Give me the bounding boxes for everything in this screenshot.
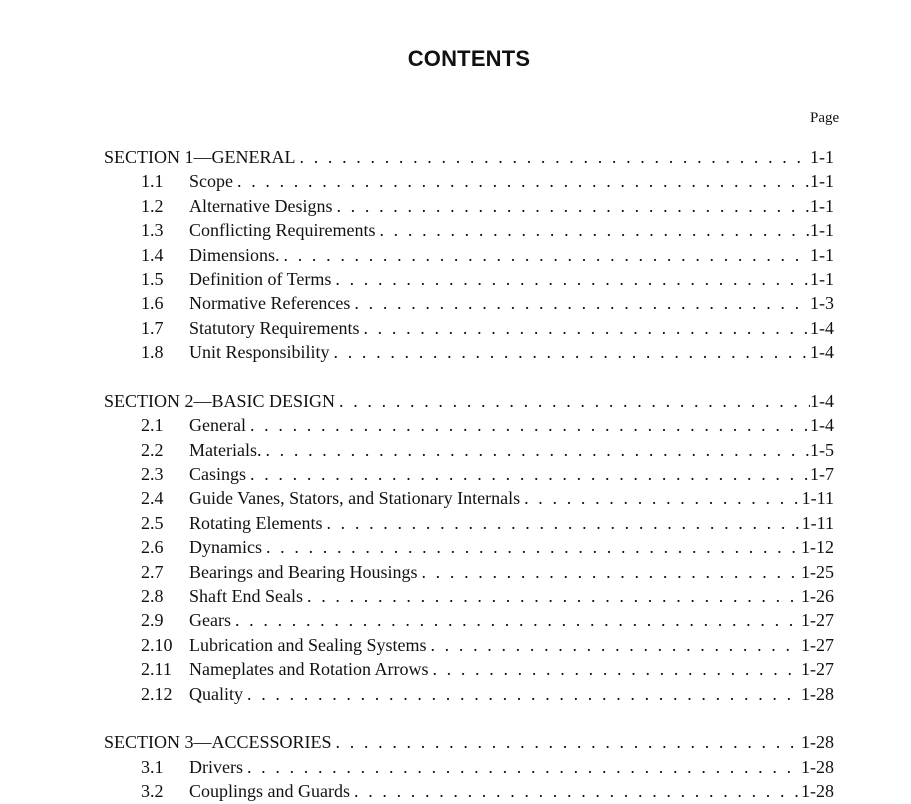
toc-page-number: 1-7 [810,464,834,485]
toc-entry-title: Definition of Terms [189,268,332,289]
toc-page-number: 1-1 [810,171,834,192]
toc-entry-title: Scope [189,171,233,192]
toc-entry-title: Unit Responsibility [189,342,330,363]
dot-leader [332,194,810,218]
toc-entry-title: Statutory Requirements [189,317,360,338]
toc-page-number: 1-27 [801,610,834,631]
toc-entry-row[interactable] [104,438,834,462]
toc-entry-title: Dynamics [189,537,262,558]
dot-leader [296,145,811,169]
toc-entry-title: Quality [189,683,243,704]
toc-page-number: 1-1 [810,220,834,241]
toc-entry-number: 2.7 [141,561,164,582]
toc-section-row[interactable] [104,389,834,413]
toc-entry-row[interactable] [104,779,834,803]
toc-entry-row[interactable] [104,218,834,242]
toc-section-row[interactable] [104,730,834,754]
toc-entry-number: 1.8 [141,342,164,363]
toc-entry-number: 1.5 [141,268,164,289]
toc-entry-number: 2.6 [141,537,164,558]
dot-leader [330,340,810,364]
dot-leader [426,633,801,657]
dot-leader [280,243,810,267]
toc-page-number: 1-4 [810,415,834,436]
toc-entry-title: Shaft End Seals [189,586,303,607]
toc-entry-row[interactable] [104,291,834,315]
toc-entry-title: Casings [189,464,247,485]
toc-entry-number: 3.1 [141,756,164,777]
dot-leader [246,413,810,437]
toc-entry-number: 2.2 [141,439,164,460]
dot-leader [375,218,810,242]
dot-leader [331,267,810,291]
toc-entry-number: 1.6 [141,293,164,314]
toc-entry-title: Drivers [189,756,243,777]
page-title: CONTENTS [407,46,531,71]
dot-leader [417,560,801,584]
toc-entry-row[interactable] [104,413,834,437]
dot-leader [303,584,801,608]
page-column-label: Page [810,110,840,126]
toc-entry-row[interactable] [104,755,834,779]
toc-page-number: 1-1 [810,195,834,216]
dot-leader [322,511,801,535]
toc-page-number: 1-28 [801,683,834,704]
toc-page-number: 1-4 [810,317,834,338]
toc-entry-number: 1.4 [141,244,164,265]
toc-entry-title: Nameplates and Rotation Arrows [189,659,429,680]
toc-entry-row[interactable] [104,243,834,267]
toc-entry-row[interactable] [104,316,834,340]
toc-section-title: SECTION 3—ACCESSORIES [104,732,332,753]
toc-page-number: 1-27 [801,659,834,680]
toc-entry-number: 1.2 [141,195,164,216]
toc-entry-title: Gears [189,610,231,631]
toc-page-number: 1-27 [801,634,834,655]
dot-leader [359,316,810,340]
table-of-contents [104,145,834,804]
toc-entry-number: 3.2 [141,781,164,802]
toc-entry-number: 2.9 [141,610,164,631]
toc-entry-number: 1.1 [141,171,164,192]
toc-page-number: 1-28 [801,732,834,753]
toc-page-number: 1-1 [810,244,834,265]
toc-entry-title: Rotating Elements [189,512,323,533]
toc-page-number: 1-28 [801,781,834,802]
dot-leader [332,730,801,754]
dot-leader [428,657,801,681]
toc-entry-number: 2.8 [141,586,164,607]
toc-entry-row[interactable] [104,340,834,364]
toc-entry-row[interactable] [104,486,834,510]
toc-entry-title: Bearings and Bearing Housings [189,561,418,582]
toc-entry-title: General [189,415,246,436]
toc-page-number: 1-26 [801,586,834,607]
toc-entry-number: 2.11 [141,659,172,680]
dot-leader [243,682,801,706]
dot-leader [262,535,801,559]
toc-page-number: 1-4 [810,342,834,363]
dot-leader [261,438,810,462]
toc-entry-title: Conflicting Requirements [189,220,376,241]
toc-entry-number: 1.3 [141,220,164,241]
toc-entry-row[interactable] [104,535,834,559]
toc-page-number: 1-3 [810,293,834,314]
toc-section-title: SECTION 1—GENERAL [104,147,296,167]
toc-page-number: 1-28 [801,756,834,777]
toc-entry-number: 2.10 [141,634,173,655]
toc-entry-row[interactable] [104,169,834,193]
toc-entry-number: 1.7 [141,317,164,338]
toc-entry-number: 2.3 [141,464,164,485]
toc-entry-title: Normative References [189,293,351,314]
dot-leader [520,486,802,510]
dot-leader [246,462,810,486]
toc-page-number: 1-1 [810,147,834,167]
dot-leader [233,169,810,193]
toc-page-number: 1-4 [810,390,834,411]
toc-entry-title: Couplings and Guards [189,781,350,802]
toc-section-row[interactable] [104,145,834,169]
toc-page-number: 1-11 [801,488,834,509]
dot-leader [350,291,810,315]
toc-entry-row[interactable] [104,682,834,706]
toc-entry-row[interactable] [104,462,834,486]
toc-page-number: 1-11 [801,512,834,533]
toc-page-number: 1-1 [810,268,834,289]
toc-entry-row[interactable] [104,657,834,681]
toc-entry-row[interactable] [104,511,834,535]
dot-leader [350,779,801,803]
toc-page-number: 1-5 [810,439,834,460]
toc-entry-number: 2.5 [141,512,164,533]
toc-section-title: SECTION 2—BASIC DESIGN [104,390,336,411]
toc-entry-row[interactable] [104,608,834,632]
toc-entry-number: 2.4 [141,488,164,509]
toc-entry-row[interactable] [104,584,834,608]
toc-entry-row[interactable] [104,633,834,657]
toc-entry-number: 2.12 [141,683,173,704]
toc-entry-title: Materials. [189,439,262,460]
toc-entry-title: Dimensions. [189,244,280,265]
toc-entry-row[interactable] [104,267,834,291]
toc-entry-title: Guide Vanes, Stators, and Stationary Internals [189,488,521,509]
toc-page-number: 1-12 [801,537,834,558]
dot-leader [231,608,801,632]
toc-entry-title: Alternative Designs [189,195,333,216]
toc-entry-row[interactable] [104,560,834,584]
dot-leader [243,755,801,779]
dot-leader [335,389,810,413]
toc-entry-row[interactable] [104,194,834,218]
toc-entry-number: 2.1 [141,415,164,436]
toc-page-number: 1-25 [801,561,834,582]
toc-entry-title: Lubrication and Sealing Systems [189,634,427,655]
